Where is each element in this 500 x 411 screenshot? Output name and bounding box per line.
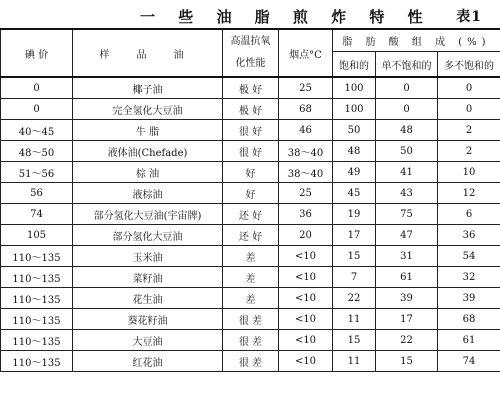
cell-saturated: 100 (333, 99, 376, 120)
cell-poly: 12 (438, 183, 500, 204)
cell-poly: 54 (438, 246, 500, 267)
cell-oxidation: 差 (223, 246, 279, 267)
table-row (1, 141, 500, 162)
cell-smoke-point: 25 (279, 183, 333, 204)
cell-poly: 2 (438, 141, 500, 162)
cell-mono: 17 (376, 309, 438, 330)
cell-sample: 椰子油 (73, 77, 223, 99)
cell-oxidation: 差 (223, 267, 279, 288)
cell-mono: 0 (376, 77, 438, 99)
cell-oxidation: 很 差 (223, 330, 279, 351)
col-header-smoke-point: 烟点°C (279, 29, 333, 77)
cell-sample: 部分氢化大豆油 (73, 225, 223, 246)
table-body (1, 77, 500, 372)
table-row (1, 330, 500, 351)
cell-saturated: 48 (333, 141, 376, 162)
col-header-poly: 多不饱和的 (438, 52, 500, 78)
title-bar (0, 4, 500, 28)
table-row (1, 246, 500, 267)
cell-iodine: 110～135 (1, 309, 73, 330)
cell-sample: 液棕油 (73, 183, 223, 204)
table-row (1, 351, 500, 372)
header-row-1 (1, 29, 500, 52)
table-row (1, 309, 500, 330)
table-row (1, 162, 500, 183)
cell-oxidation: 还 好 (223, 204, 279, 225)
cell-saturated: 15 (333, 246, 376, 267)
table-row (1, 204, 500, 225)
cell-saturated: 15 (333, 330, 376, 351)
cell-smoke-point: <10 (279, 330, 333, 351)
cell-saturated: 100 (333, 77, 376, 99)
cell-smoke-point: <10 (279, 288, 333, 309)
col-header-fatty-acid: 脂 肪 酸 组 成 (%) (333, 29, 500, 52)
cell-mono: 48 (376, 120, 438, 141)
cell-poly: 68 (438, 309, 500, 330)
cell-smoke-point: <10 (279, 246, 333, 267)
cell-smoke-point: 38～40 (279, 162, 333, 183)
cell-oxidation: 很 差 (223, 309, 279, 330)
cell-iodine: 110～135 (1, 267, 73, 288)
table-row (1, 225, 500, 246)
table-number-label: 表1 (456, 9, 482, 25)
cell-saturated: 11 (333, 351, 376, 372)
cell-mono: 43 (376, 183, 438, 204)
cell-smoke-point: 68 (279, 99, 333, 120)
cell-smoke-point: <10 (279, 267, 333, 288)
table-row (1, 77, 500, 99)
cell-saturated: 11 (333, 309, 376, 330)
cell-iodine: 110～135 (1, 330, 73, 351)
cell-saturated: 50 (333, 120, 376, 141)
table-title: 一 些 油 脂 煎 炸 特 性 (140, 8, 432, 26)
table-row (1, 267, 500, 288)
cell-mono: 39 (376, 288, 438, 309)
cell-sample: 花生油 (73, 288, 223, 309)
cell-mono: 41 (376, 162, 438, 183)
cell-poly: 74 (438, 351, 500, 372)
cell-sample: 牛 脂 (73, 120, 223, 141)
cell-oxidation: 很 差 (223, 351, 279, 372)
col-header-saturated: 饱和的 (333, 52, 376, 78)
cell-mono: 75 (376, 204, 438, 225)
cell-poly: 10 (438, 162, 500, 183)
cell-mono: 0 (376, 99, 438, 120)
cell-poly: 61 (438, 330, 500, 351)
cell-mono: 47 (376, 225, 438, 246)
col-header-oxidation-line1: 高温抗氧 (230, 36, 271, 47)
cell-smoke-point: 36 (279, 204, 333, 225)
cell-saturated: 7 (333, 267, 376, 288)
cell-poly: 32 (438, 267, 500, 288)
cell-sample: 玉米油 (73, 246, 223, 267)
col-header-iodine: 碘 价 (1, 29, 73, 77)
table-row (1, 120, 500, 141)
col-header-mono: 单不饱和的 (376, 52, 438, 78)
cell-oxidation: 极 好 (223, 99, 279, 120)
cell-iodine: 74 (1, 204, 73, 225)
cell-saturated: 49 (333, 162, 376, 183)
table-row (1, 99, 500, 120)
col-header-oxidation-line2: 化性能 (235, 58, 266, 69)
cell-iodine: 40～45 (1, 120, 73, 141)
cell-sample: 液体油(Chefade) (73, 141, 223, 162)
table-row (1, 288, 500, 309)
cell-iodine: 110～135 (1, 288, 73, 309)
cell-mono: 50 (376, 141, 438, 162)
cell-iodine: 105 (1, 225, 73, 246)
cell-smoke-point: 46 (279, 120, 333, 141)
cell-poly: 0 (438, 77, 500, 99)
cell-poly: 0 (438, 99, 500, 120)
cell-oxidation: 好 (223, 162, 279, 183)
cell-poly: 6 (438, 204, 500, 225)
cell-sample: 红花油 (73, 351, 223, 372)
cell-smoke-point: <10 (279, 309, 333, 330)
cell-sample: 完全氢化大豆油 (73, 99, 223, 120)
cell-sample: 葵花籽油 (73, 309, 223, 330)
cell-oxidation: 还 好 (223, 225, 279, 246)
cell-iodine: 56 (1, 183, 73, 204)
cell-mono: 15 (376, 351, 438, 372)
cell-oxidation: 很 好 (223, 141, 279, 162)
cell-oxidation: 差 (223, 288, 279, 309)
cell-mono: 61 (376, 267, 438, 288)
cell-iodine: 0 (1, 99, 73, 120)
col-header-sample: 样 品 油 (73, 29, 223, 77)
cell-poly: 2 (438, 120, 500, 141)
cell-iodine: 0 (1, 77, 73, 99)
cell-sample: 部分氢化大豆油(宇宙牌) (73, 204, 223, 225)
cell-oxidation: 好 (223, 183, 279, 204)
cell-smoke-point: <10 (279, 351, 333, 372)
cell-saturated: 19 (333, 204, 376, 225)
cell-iodine: 48～50 (1, 141, 73, 162)
cell-sample: 大豆油 (73, 330, 223, 351)
cell-poly: 39 (438, 288, 500, 309)
cell-mono: 31 (376, 246, 438, 267)
cell-oxidation: 极 好 (223, 77, 279, 99)
cell-saturated: 45 (333, 183, 376, 204)
cell-saturated: 22 (333, 288, 376, 309)
cell-smoke-point: 25 (279, 77, 333, 99)
table-row (1, 183, 500, 204)
cell-sample: 菜籽油 (73, 267, 223, 288)
cell-iodine: 51～56 (1, 162, 73, 183)
cell-saturated: 17 (333, 225, 376, 246)
cell-poly: 36 (438, 225, 500, 246)
cell-smoke-point: 38～40 (279, 141, 333, 162)
cell-sample: 棕 油 (73, 162, 223, 183)
cell-oxidation: 很 好 (223, 120, 279, 141)
cell-iodine: 110～135 (1, 246, 73, 267)
cell-mono: 22 (376, 330, 438, 351)
col-header-oxidation (223, 29, 279, 77)
cell-smoke-point: 20 (279, 225, 333, 246)
frying-properties-table (0, 28, 500, 372)
cell-iodine: 110～135 (1, 351, 73, 372)
